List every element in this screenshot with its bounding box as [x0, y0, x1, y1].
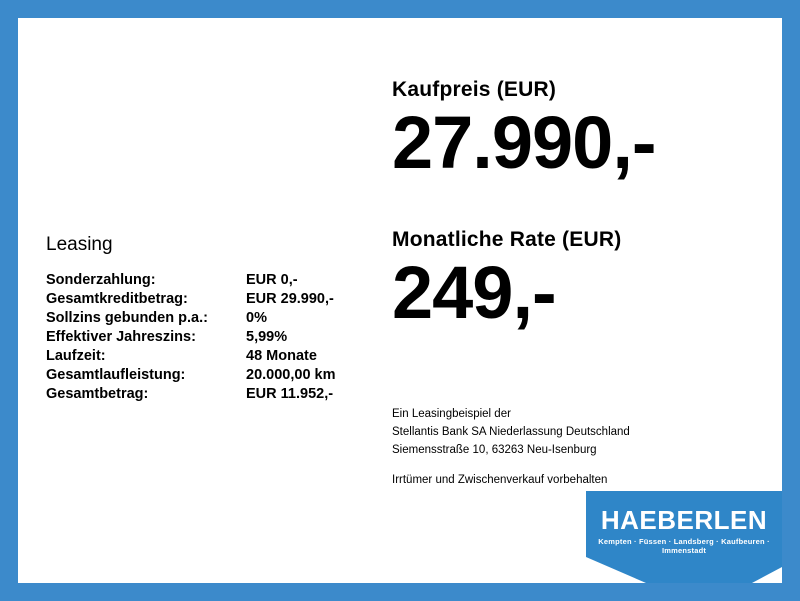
leasing-value: EUR 29.990,-: [246, 291, 334, 307]
monthly-rate-block: [392, 228, 621, 332]
table-row: [46, 329, 336, 348]
footnote-line-4: Irrtümer und Zwischenverkauf vorbehalten: [392, 474, 608, 487]
table-row: [46, 272, 336, 291]
leasing-value: EUR 11.952,-: [246, 386, 334, 402]
table-row: [46, 310, 336, 329]
leasing-value: 5,99%: [246, 329, 288, 345]
table-row: [46, 291, 336, 310]
dealer-logo-subline: Kempten · Füssen · Landsberg · Kaufbeuren · Immenstadt: [598, 537, 770, 555]
leasing-key: Sonderzahlung:: [46, 272, 156, 288]
leasing-key: Sollzins gebunden p.a.:: [46, 310, 208, 326]
purchase-price-block: [392, 78, 656, 182]
leasing-key: Laufzeit:: [46, 348, 106, 364]
leasing-key: Gesamtlaufleistung:: [46, 367, 186, 383]
leasing-title: Leasing: [46, 234, 113, 255]
leasing-section: [46, 234, 376, 405]
document-page: [18, 18, 782, 583]
purchase-price-label: Kaufpreis (EUR): [392, 78, 557, 101]
footnote-spacer: [392, 459, 630, 472]
dealer-logo: [586, 491, 782, 583]
leasing-value: 20.000,00 km: [246, 367, 336, 383]
table-row: [46, 386, 336, 405]
table-row: [46, 348, 336, 367]
logo-fold-shape: [586, 557, 646, 583]
leasing-key: Effektiver Jahreszins:: [46, 329, 196, 345]
leasing-value: 48 Monate: [246, 348, 317, 364]
footnote-line-2: Stellantis Bank SA Niederlassung Deutschland: [392, 425, 630, 438]
monthly-rate-label: Monatliche Rate (EUR): [392, 228, 622, 251]
monthly-rate-value: 249,-: [392, 251, 556, 334]
leasing-key: Gesamtkreditbetrag:: [46, 291, 188, 307]
footnote-line-3: Siemensstraße 10, 63263 Neu-Isenburg: [392, 443, 597, 456]
leasing-key: Gesamtbetrag:: [46, 386, 149, 402]
logo-corner-shape: [752, 567, 782, 583]
purchase-price-value: 27.990,-: [392, 101, 656, 184]
leasing-details-table: [46, 272, 336, 405]
footnotes: [392, 406, 630, 490]
leasing-value: EUR 0,-: [246, 272, 298, 288]
table-row: [46, 367, 336, 386]
footnote-line-1: Ein Leasingbeispiel der: [392, 408, 511, 420]
dealer-logo-wordmark: HAEBERLEN: [600, 505, 768, 535]
leasing-value: 0%: [246, 310, 267, 326]
